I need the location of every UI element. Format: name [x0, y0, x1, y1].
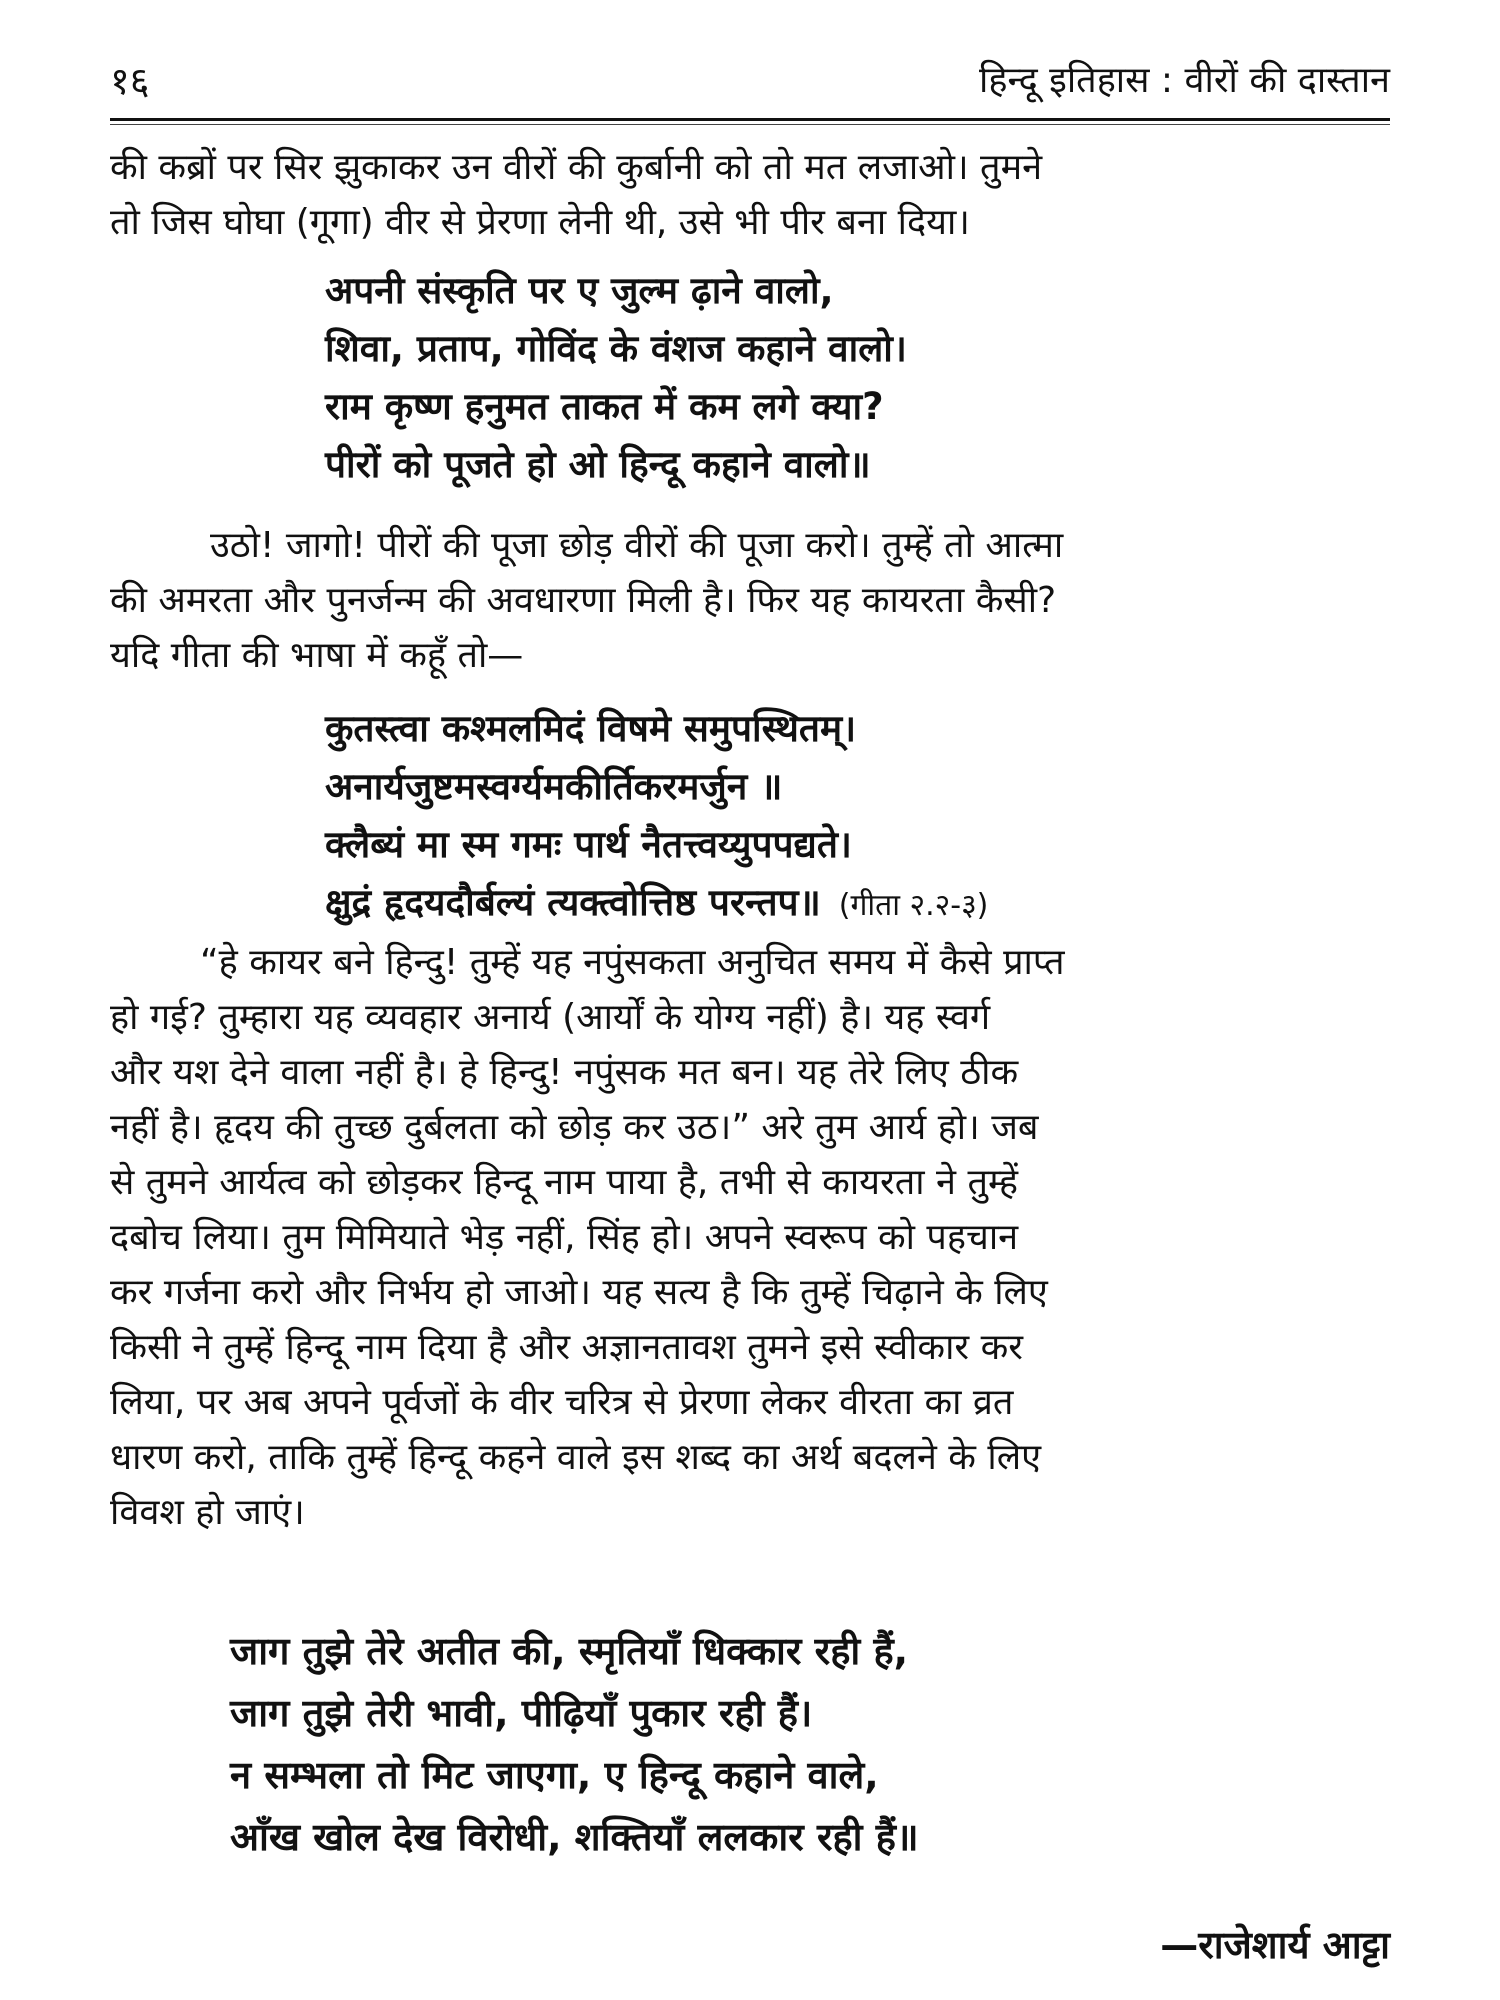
text-line: किसी ने तुम्हें हिन्दू नाम दिया है और अज्ञानतावश तुमने इसे स्वीकार कर — [110, 1327, 1023, 1368]
text-line: यदि गीता की भाषा में कहूँ तो— — [110, 635, 524, 676]
shloka-line: कुतस्त्वा कश्मलमिदं विषमे समुपस्थितम्। — [325, 707, 857, 750]
text-line: तो जिस घोघा (गूगा) वीर से प्रेरणा लेनी थी, उसे भी पीर बना दिया। — [110, 202, 970, 243]
shloka-line: क्लैब्यं मा स्म गमः पार्थ नैतत्त्वय्युपपद्यते। — [325, 823, 852, 866]
shloka-line: क्षुद्रं हृदयदौर्बल्यं त्यक्त्वोत्तिष्ठ परन्तप॥ — [325, 881, 821, 924]
text-line: की अमरता और पुनर्जन्म की अवधारणा मिली है। फिर यह कायरता कैसी? — [110, 580, 1057, 621]
header-rule — [110, 118, 1390, 121]
paragraph-3 — [110, 935, 1390, 1540]
text-line: उठो! जागो! पीरों की पूजा छोड़ वीरों की पूजा करो। तुम्हें तो आत्मा — [210, 525, 1064, 566]
verse-line: पीरों को पूजते हो ओ हिन्दू कहाने वालो॥ — [325, 443, 871, 486]
shloka-line: अनार्यजुष्टमस्वर्ग्यमकीर्तिकरमर्जुन ॥ — [325, 765, 783, 808]
text-line: से तुमने आर्यत्व को छोड़कर हिन्दू नाम पाया है, तभी से कायरता ने तुम्हें — [110, 1162, 1018, 1203]
text-line: और यश देने वाला नहीं है। हे हिन्दु! नपुंसक मत बन। यह तेरे लिए ठीक — [110, 1052, 1019, 1093]
text-line: “हे कायर बने हिन्दु! तुम्हें यह नपुंसकता अनुचित समय में कैसे प्राप्त — [200, 942, 1065, 983]
verse-line: जाग तुझे तेरी भावी, पीढ़ियाँ पुकार रही हैं। — [230, 1691, 813, 1735]
text-line: नहीं है। हृदय की तुच्छ दुर्बलता को छोड़ कर उठ।” अरे तुम आर्य हो। जब — [110, 1107, 1039, 1148]
paragraph-1 — [110, 140, 1390, 250]
verse-line: अपनी संस्कृति पर ए जुल्म ढ़ाने वालो, — [325, 269, 834, 312]
header-rule-thin — [110, 124, 1390, 125]
text-line: विवश हो जाएं। — [110, 1492, 305, 1533]
verse-line: आँख खोल देख विरोधी, शक्तियाँ ललकार रही हैं॥ — [230, 1815, 919, 1859]
paragraph-2 — [110, 518, 1390, 683]
verse-line: जाग तुझे तेरे अतीत की, स्मृतियाँ धिक्कार रही हैं, — [230, 1629, 909, 1673]
text-line: लिया, पर अब अपने पूर्वजों के वीर चरित्र से प्रेरणा लेकर वीरता का व्रत — [110, 1382, 1014, 1423]
gita-reference: (गीता २.२-३) — [838, 888, 989, 923]
verse-line: न सम्भला तो मिट जाएगा, ए हिन्दू कहाने वाले, — [230, 1753, 879, 1797]
verse-line: राम कृष्ण हनुमत ताकत में कम लगे क्या? — [325, 385, 884, 428]
running-title: हिन्दू इतिहास : वीरों की दास्तान — [979, 60, 1390, 101]
sanskrit-shloka — [325, 700, 988, 935]
author-credit: —राजेशार्य आट्टा — [1160, 1923, 1390, 1967]
text-line: की कब्रों पर सिर झुकाकर उन वीरों की कुर्बानी को तो मत लजाओ। तुमने — [110, 147, 1043, 188]
verse-1 — [325, 262, 907, 494]
verse-2 — [230, 1620, 919, 1868]
text-line: कर गर्जना करो और निर्भय हो जाओ। यह सत्य है कि तुम्हें चिढ़ाने के लिए — [110, 1272, 1048, 1313]
verse-line: शिवा, प्रताप, गोविंद के वंशज कहाने वालो। — [325, 327, 907, 370]
text-line: धारण करो, ताकि तुम्हें हिन्दू कहने वाले इस शब्द का अर्थ बदलने के लिए — [110, 1437, 1042, 1478]
text-line: हो गई? तुम्हारा यह व्यवहार अनार्य (आर्यों के योग्य नहीं) है। यह स्वर्ग — [110, 997, 991, 1038]
page-header — [110, 50, 1390, 110]
text-line: दबोच लिया। तुम मिमियाते भेड़ नहीं, सिंह हो। अपने स्वरूप को पहचान — [110, 1217, 1019, 1258]
page-number: १६ — [110, 59, 150, 103]
